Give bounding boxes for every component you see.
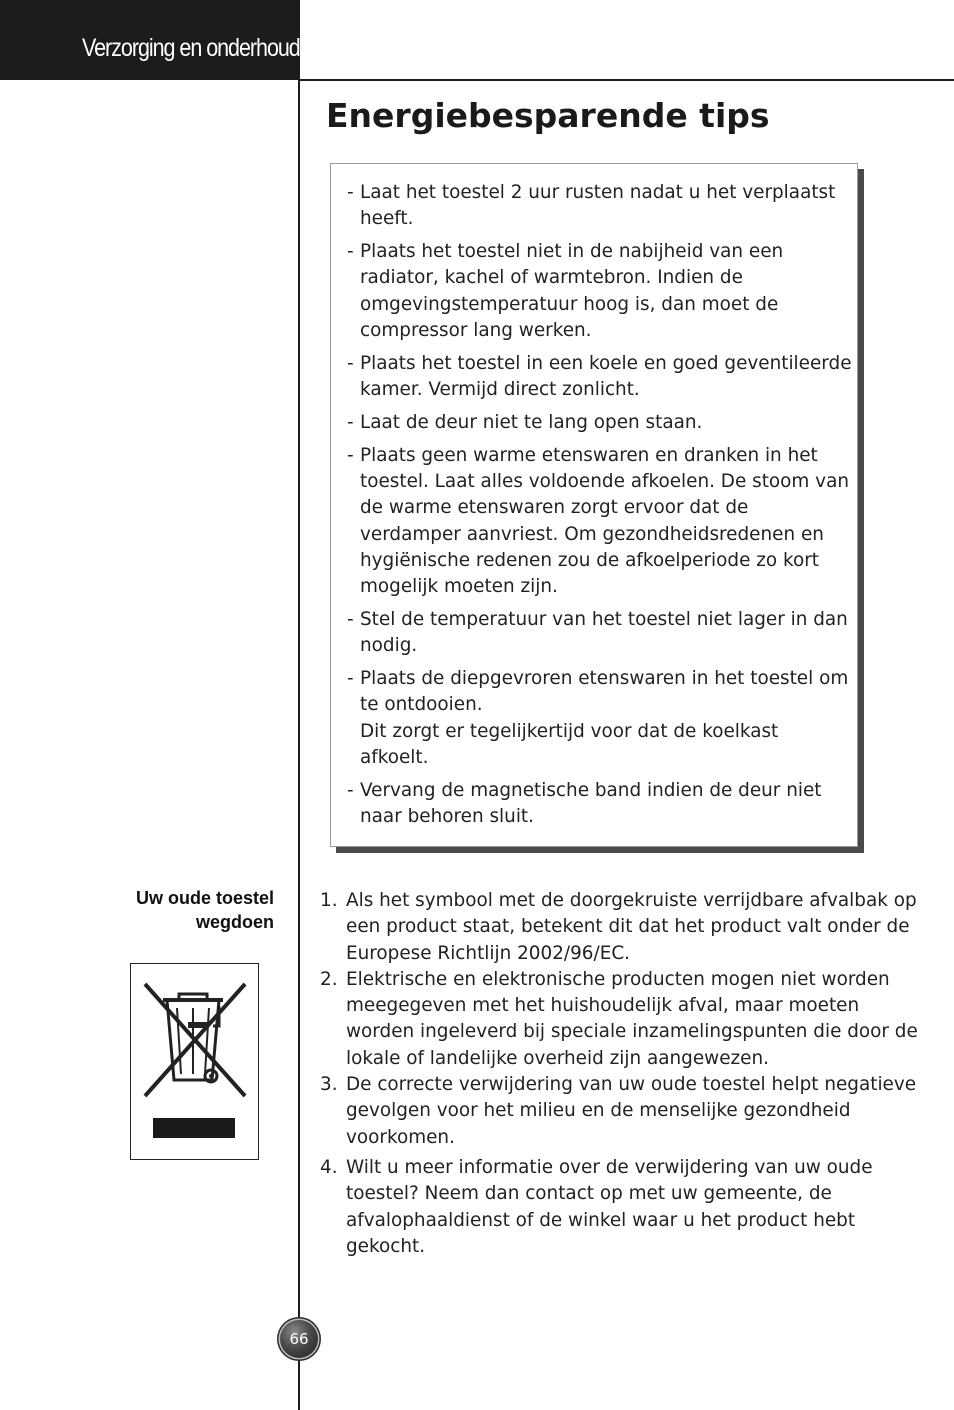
tip-item: - Laat de deur niet te lang open staan. xyxy=(347,410,852,436)
header-rule xyxy=(300,79,954,81)
tip-item: - Laat het toestel 2 uur rusten nadat u het verplaatst heeft. xyxy=(347,180,852,233)
disposal-item: 1. Als het symbool met de doorgekruiste verrijdbare afvalbak op een product staat, betekent dit dat het product valt onder de Europese Richtlijn 2002/96/EC. xyxy=(320,890,917,964)
tip-item: - Plaats geen warme etenswaren en dranken in het toestel. Laat alles voldoende afkoelen. De stoom van de warme etenswaren zorgt ervoor dat de verdamper aanvriest. Om gezondheidsredenen en hygiënische redenen zou de afkoelperiode zo kort mogelijk moeten zijn. xyxy=(347,443,852,601)
tip-item: - Plaats het toestel niet in de nabijheid van een radiator, kachel of warmtebron. Indien de omgevingstemperatuur hoog is, dan moet de compressor lang werken. xyxy=(347,239,852,344)
tip-item: - Plaats de diepgevroren etenswaren in het toestel om te ontdooien. Dit zorgt er tegelijkertijd voor dat de koelkast afkoelt. xyxy=(347,666,852,771)
disposal-item: 2. Elektrische en elektronische producten mogen niet worden meegegeven met het huishoudelijk afval, maar moeten worden ingeleverd bij speciale inzamelingspunten die door de lokale of landelijke overheid zijn aangewezen. xyxy=(320,968,918,1069)
column-divider xyxy=(298,80,300,1410)
crossed-out-wheeled-bin-icon xyxy=(131,964,257,1158)
weee-symbol-frame xyxy=(130,963,259,1160)
page-title: Energiebesparende tips xyxy=(326,96,770,135)
disposal-list xyxy=(320,888,920,1260)
tip-item: - Plaats het toestel in een koele en goed geventileerde kamer. Vermijd direct zonlicht. xyxy=(347,351,852,404)
disposal-item: 3. De correcte verwijdering van uw oude toestel helpt negatieve gevolgen voor het milieu en de menselijke gezondheid voorkomen. xyxy=(320,1074,917,1148)
tip-item-note: Dit zorgt er tegelijkertijd voor dat de koelkast afkoelt. xyxy=(360,720,779,768)
disposal-heading: Uw oude toestel wegdoen xyxy=(135,888,274,932)
energy-tips-list xyxy=(331,164,857,830)
section-header-label: Verzorging en onderhoud xyxy=(82,34,300,62)
page-number-badge: 66 xyxy=(280,1320,318,1358)
tip-item: - Stel de temperatuur van het toestel niet lager in dan nodig. xyxy=(347,607,852,660)
energy-tips-box xyxy=(330,163,858,847)
tip-item: - Vervang de magnetische band indien de deur niet naar behoren sluit. xyxy=(347,778,852,831)
section-header-tab xyxy=(0,0,300,80)
disposal-item: 4. Wilt u meer informatie over de verwijdering van uw oude toestel? Neem dan contact op met uw gemeente, de afvalophaaldienst of de winkel waar u het product hebt gekocht. xyxy=(320,1156,873,1257)
